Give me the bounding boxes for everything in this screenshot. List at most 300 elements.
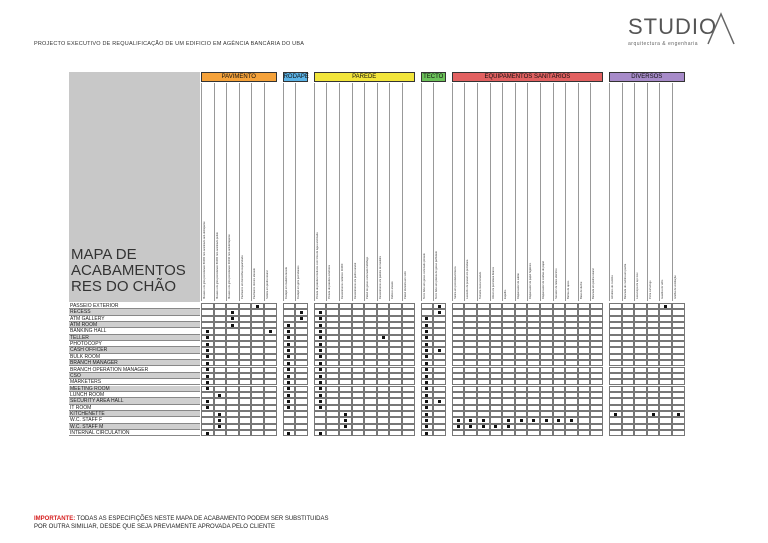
table-cell [389, 347, 402, 353]
table-cell [314, 411, 327, 417]
table-cell [226, 392, 239, 398]
table-cell [553, 347, 566, 353]
table-cell [622, 411, 635, 417]
table-cell [214, 367, 227, 373]
table-cell [553, 386, 566, 392]
table-cell [540, 335, 553, 341]
footer-note [34, 515, 329, 531]
table-cell [251, 367, 264, 373]
table-cell [464, 335, 477, 341]
table-cell [477, 379, 490, 385]
table-cell [647, 392, 660, 398]
table-cell [527, 386, 540, 392]
table-cell [326, 379, 339, 385]
table-cell [452, 398, 465, 404]
table-cell [477, 367, 490, 373]
table-cell [251, 430, 264, 436]
table-cell [326, 367, 339, 373]
table-cell [590, 405, 603, 411]
table-cell [527, 411, 540, 417]
finish-mark [319, 343, 322, 346]
table-cell [647, 303, 660, 309]
table-cell [339, 392, 352, 398]
logo-word: STUDIO [628, 14, 718, 39]
finish-mark [425, 368, 428, 371]
table-cell [295, 411, 308, 417]
table-cell [452, 392, 465, 398]
table-cell [264, 347, 277, 353]
finish-mark [425, 324, 428, 327]
table-cell [283, 309, 296, 315]
finish-mark [319, 349, 322, 352]
table-cell [251, 417, 264, 423]
column-header: Pintura de paredes exteriores [326, 83, 339, 301]
table-cell [214, 398, 227, 404]
table-cell [527, 316, 540, 322]
finish-mark [425, 413, 428, 416]
finish-mark [319, 324, 322, 327]
table-cell [553, 335, 566, 341]
table-cell [672, 303, 685, 309]
table-cell [590, 303, 603, 309]
table-cell [477, 335, 490, 341]
finish-mark [218, 419, 221, 422]
table-cell [515, 316, 528, 322]
table-cell [565, 341, 578, 347]
table-cell [515, 424, 528, 430]
finish-mark [425, 343, 428, 346]
table-cell [214, 316, 227, 322]
table-cell [540, 322, 553, 328]
finish-mark [507, 425, 510, 428]
table-cell [590, 309, 603, 315]
map-title-line-2: ACABAMENTOS [71, 262, 186, 279]
table-cell [364, 417, 377, 423]
table-cell [565, 328, 578, 334]
table-cell [402, 405, 415, 411]
table-cell [634, 373, 647, 379]
table-cell [452, 328, 465, 334]
row-label: BULK ROOM [69, 354, 200, 360]
table-cell [647, 424, 660, 430]
table-cell [622, 347, 635, 353]
table-cell [502, 316, 515, 322]
finish-mark [231, 311, 234, 314]
table-cell [590, 379, 603, 385]
table-cell [622, 379, 635, 385]
table-cell [647, 405, 660, 411]
finish-mark [287, 400, 290, 403]
row-label: MEETING ROOM [69, 386, 200, 392]
table-cell [672, 367, 685, 373]
table-cell [339, 347, 352, 353]
table-cell [502, 360, 515, 366]
finish-mark [319, 406, 322, 409]
table-cell [389, 392, 402, 398]
table-cell [377, 405, 390, 411]
table-cell [251, 360, 264, 366]
column-header: Tecto falso em placas de gesso perfurado [433, 83, 446, 301]
table-cell [527, 398, 540, 404]
table-cell [326, 417, 339, 423]
table-cell [326, 316, 339, 322]
table-cell [477, 328, 490, 334]
table-cell [622, 360, 635, 366]
table-cell [672, 430, 685, 436]
table-cell [502, 398, 515, 404]
table-cell [264, 386, 277, 392]
table-cell [326, 411, 339, 417]
table-cell [659, 430, 672, 436]
row-label: ATM ROOM [69, 322, 200, 328]
table-cell [226, 405, 239, 411]
table-cell [490, 386, 503, 392]
finish-mark [425, 419, 428, 422]
finish-mark [344, 425, 347, 428]
table-cell [578, 354, 591, 360]
table-cell [452, 335, 465, 341]
finish-mark [319, 375, 322, 378]
table-cell [590, 347, 603, 353]
table-cell [672, 405, 685, 411]
table-cell [377, 373, 390, 379]
table-cell [464, 341, 477, 347]
footer-line-1: TODAS AS ESPECIFIÇÕES NESTE MAPA DE ACABAMENTO PODEM SER SUBSTITUIDAS [76, 516, 329, 522]
table-cell [326, 341, 339, 347]
table-cell [264, 430, 277, 436]
table-cell [352, 360, 365, 366]
table-cell [672, 373, 685, 379]
table-cell [659, 341, 672, 347]
table-cell [295, 417, 308, 423]
table-cell [214, 328, 227, 334]
table-cell [377, 367, 390, 373]
table-cell [609, 392, 622, 398]
table-cell [659, 417, 672, 423]
table-cell [352, 424, 365, 430]
table-cell [339, 303, 352, 309]
table-cell [264, 341, 277, 347]
table-cell [339, 328, 352, 334]
table-cell [565, 347, 578, 353]
table-cell [622, 373, 635, 379]
row-label: SECURITY AREA HALL [69, 398, 200, 404]
table-cell [590, 417, 603, 423]
table-cell [609, 354, 622, 360]
table-cell [672, 347, 685, 353]
table-cell [527, 328, 540, 334]
table-cell [264, 417, 277, 423]
footer-line-2: POR OUTRA SIMILIAR, DESDE QUE SEJA PREVIAMENTE APROVADA PELO CLIENTE [34, 524, 275, 530]
table-cell [527, 341, 540, 347]
table-cell [634, 360, 647, 366]
table-cell [590, 341, 603, 347]
table-cell [477, 386, 490, 392]
table-cell [433, 328, 446, 334]
table-cell [672, 386, 685, 392]
table-cell [377, 398, 390, 404]
table-cell [402, 379, 415, 385]
category-header: DIVERSOS [609, 72, 685, 82]
table-cell [352, 398, 365, 404]
finish-mark [287, 349, 290, 352]
table-cell [578, 417, 591, 423]
finish-mark [206, 406, 209, 409]
column-header: Pintura de paredes interiores com tinta de água acetinada [314, 83, 327, 301]
table-cell [609, 430, 622, 436]
table-cell [565, 411, 578, 417]
table-cell [565, 398, 578, 404]
table-cell [647, 335, 660, 341]
row-label: CASH OFFICER [69, 347, 200, 353]
table-cell [490, 354, 503, 360]
table-cell [389, 405, 402, 411]
table-cell [578, 430, 591, 436]
column-header: Mosaico em grés porcelanato 30X30 mm antiderrapante [226, 83, 239, 301]
finish-mark [319, 400, 322, 403]
table-cell [527, 392, 540, 398]
finish-mark [425, 336, 428, 339]
table-cell [264, 360, 277, 366]
finish-mark [287, 375, 290, 378]
table-cell [609, 379, 622, 385]
table-cell [477, 405, 490, 411]
table-cell [402, 424, 415, 430]
table-cell [502, 405, 515, 411]
column-header: Rodapé em grés porcelanato [295, 83, 308, 301]
table-cell [377, 354, 390, 360]
table-cell [672, 424, 685, 430]
finish-mark [206, 330, 209, 333]
table-cell [452, 386, 465, 392]
table-cell [433, 411, 446, 417]
table-cell [295, 379, 308, 385]
table-cell [540, 303, 553, 309]
table-cell [339, 360, 352, 366]
table-cell [464, 392, 477, 398]
map-title-line-1: MAPA DE [71, 246, 137, 263]
table-cell [565, 354, 578, 360]
table-cell [295, 354, 308, 360]
table-cell [352, 322, 365, 328]
table-cell [389, 335, 402, 341]
table-cell [590, 411, 603, 417]
table-cell [201, 316, 214, 322]
table-cell [590, 354, 603, 360]
table-cell [352, 417, 365, 423]
table-cell [314, 424, 327, 430]
table-cell [326, 322, 339, 328]
table-cell [402, 341, 415, 347]
column-header: Revestimento em pedra natural [352, 83, 365, 301]
finish-mark [287, 406, 290, 409]
table-cell [540, 367, 553, 373]
table-cell [389, 367, 402, 373]
table-cell [490, 417, 503, 423]
column-header: Espelho [502, 83, 515, 301]
table-cell [502, 309, 515, 315]
finish-mark [218, 394, 221, 397]
table-cell [553, 328, 566, 334]
finish-mark [425, 400, 428, 403]
table-cell [540, 316, 553, 322]
table-cell [553, 411, 566, 417]
column-header: Tecto falso em gesso cartonado pintado [421, 83, 434, 301]
table-cell [226, 424, 239, 430]
finish-mark [287, 381, 290, 384]
table-cell [239, 392, 252, 398]
table-cell [402, 335, 415, 341]
column-header: Secador de mãos eléctrico [553, 83, 566, 301]
table-cell [634, 354, 647, 360]
row-label: ATM GALLERY [69, 316, 200, 322]
table-cell [590, 386, 603, 392]
column-header: Bancada em pedra natural [590, 83, 603, 301]
table-cell [433, 316, 446, 322]
table-cell [433, 341, 446, 347]
table-cell [352, 354, 365, 360]
table-cell [659, 328, 672, 334]
table-cell [502, 341, 515, 347]
table-cell [540, 328, 553, 334]
table-cell [659, 367, 672, 373]
table-cell [578, 424, 591, 430]
finish-mark [206, 343, 209, 346]
table-cell [477, 303, 490, 309]
finish-mark [287, 394, 290, 397]
table-cell [659, 405, 672, 411]
table-cell [339, 373, 352, 379]
table-cell [647, 347, 660, 353]
table-cell [527, 373, 540, 379]
table-cell [464, 316, 477, 322]
table-cell [264, 373, 277, 379]
finish-mark [206, 368, 209, 371]
table-cell [377, 341, 390, 347]
column-header: Dispensador de sabão [515, 83, 528, 301]
table-cell [490, 341, 503, 347]
table-cell [389, 303, 402, 309]
table-cell [239, 341, 252, 347]
table-cell [402, 392, 415, 398]
table-cell [402, 430, 415, 436]
table-cell [214, 347, 227, 353]
table-cell [578, 360, 591, 366]
table-cell [490, 379, 503, 385]
table-cell [502, 354, 515, 360]
finish-mark [287, 368, 290, 371]
finish-mark [256, 305, 259, 308]
table-cell [402, 316, 415, 322]
row-label: KITCHENETTE [69, 411, 200, 417]
table-cell [609, 417, 622, 423]
table-cell [377, 360, 390, 366]
table-cell [477, 373, 490, 379]
table-cell [452, 367, 465, 373]
table-cell [402, 367, 415, 373]
table-cell [659, 354, 672, 360]
table-cell [251, 411, 264, 417]
column-header: Soleira em pedra natural [264, 83, 277, 301]
table-cell [659, 392, 672, 398]
table-cell [364, 367, 377, 373]
table-cell [339, 367, 352, 373]
table-cell [515, 347, 528, 353]
table-cell [672, 341, 685, 347]
finish-mark [218, 413, 221, 416]
finish-mark [507, 419, 510, 422]
table-cell [659, 386, 672, 392]
finish-mark [206, 432, 209, 435]
finish-mark [425, 387, 428, 390]
row-label: BRANCH MANAGER [69, 360, 200, 366]
finish-mark [319, 368, 322, 371]
table-cell [502, 411, 515, 417]
table-cell [477, 430, 490, 436]
table-cell [634, 316, 647, 322]
table-cell [634, 398, 647, 404]
table-cell [295, 424, 308, 430]
table-cell [452, 347, 465, 353]
table-cell [433, 392, 446, 398]
finish-mark [438, 349, 441, 352]
table-cell [264, 379, 277, 385]
table-cell [464, 303, 477, 309]
table-cell [590, 328, 603, 334]
table-cell [527, 379, 540, 385]
table-cell [364, 430, 377, 436]
finish-mark [206, 400, 209, 403]
table-cell [326, 328, 339, 334]
table-cell [402, 398, 415, 404]
table-cell [226, 335, 239, 341]
column-header: Pavimento técnico elevado [251, 83, 264, 301]
table-cell [452, 303, 465, 309]
table-cell [364, 341, 377, 347]
table-cell [264, 303, 277, 309]
table-cell [565, 309, 578, 315]
table-cell [201, 303, 214, 309]
table-cell [214, 386, 227, 392]
table-cell [377, 309, 390, 315]
table-cell [326, 309, 339, 315]
table-cell [464, 367, 477, 373]
table-cell [609, 322, 622, 328]
column-header: Painel divisória em vidro [402, 83, 415, 301]
finish-mark [425, 362, 428, 365]
table-cell [659, 379, 672, 385]
finish-mark [494, 425, 497, 428]
row-label: BANKING HALL [69, 328, 200, 334]
table-cell [515, 328, 528, 334]
table-cell [295, 347, 308, 353]
table-cell [609, 405, 622, 411]
table-cell [352, 328, 365, 334]
table-cell [672, 322, 685, 328]
finish-mark [319, 317, 322, 320]
table-cell [659, 309, 672, 315]
table-cell [622, 309, 635, 315]
table-cell [515, 411, 528, 417]
table-cell [565, 386, 578, 392]
table-cell [634, 411, 647, 417]
table-cell [464, 398, 477, 404]
column-header: Barras de apoio [565, 83, 578, 301]
table-cell [226, 303, 239, 309]
table-cell [515, 367, 528, 373]
column-header: Porta corta-fogo [647, 83, 660, 301]
table-cell [622, 417, 635, 423]
